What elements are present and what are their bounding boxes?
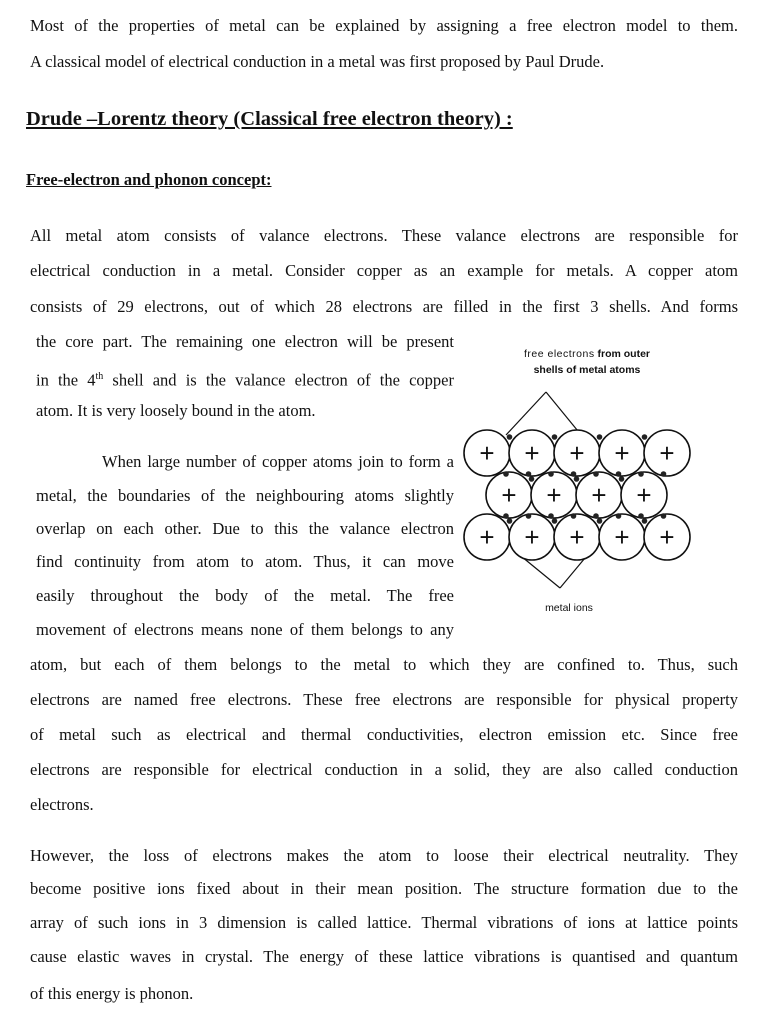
free-electron-dot bbox=[507, 518, 513, 524]
ion-plus-sign: + bbox=[659, 522, 675, 552]
intro-line-1: Most of the properties of metal can be explained by assigning a free electron model to them. bbox=[30, 16, 738, 35]
para2-line-4: find continuity from atom to atom. Thus, it can move bbox=[36, 552, 454, 571]
ion-plus-sign: + bbox=[614, 522, 630, 552]
figure-caption-free-electrons: free electrons bbox=[523, 348, 595, 360]
ion-plus-sign: + bbox=[614, 438, 630, 468]
para2-line-2: metal, the boundaries of the neighbouring atoms slightly bbox=[36, 486, 454, 505]
ion-plus-sign: + bbox=[524, 438, 540, 468]
ion-plus-sign: + bbox=[569, 438, 585, 468]
free-electron-dot bbox=[616, 471, 622, 477]
ion-plus-sign: + bbox=[659, 438, 675, 468]
free-electron-dot bbox=[548, 471, 554, 477]
ion-plus-sign: + bbox=[591, 480, 607, 510]
free-electron-dot bbox=[661, 471, 667, 477]
para3-line-2: become positive ions fixed about in their mean position. The structure formation due to the bbox=[30, 879, 738, 898]
ion-plus-sign: + bbox=[479, 438, 495, 468]
free-electron-dot bbox=[552, 518, 558, 524]
para2-line-3: overlap on each other. Due to this the valance electron bbox=[36, 519, 454, 538]
free-electron-dot bbox=[526, 513, 532, 519]
ion-plus-sign: + bbox=[569, 522, 585, 552]
para2-line-11: electrons. bbox=[30, 795, 94, 814]
para1-line-3: consists of 29 electrons, out of which 28 electrons are filled in the first 3 shells. And forms bbox=[30, 297, 738, 316]
free-electron-dot bbox=[616, 513, 622, 519]
para2-line-9: of metal such as electrical and thermal conductivities, electron emission etc. Since free bbox=[30, 725, 738, 744]
free-electron-dot bbox=[597, 518, 603, 524]
para2-line-10: electrons are responsible for electrical conduction in a solid, they are also called conduction bbox=[30, 760, 738, 779]
free-electron-dot bbox=[529, 476, 535, 482]
free-electron-dot bbox=[571, 513, 577, 519]
figure-caption-top-line2: shells of metal atoms bbox=[533, 364, 641, 376]
free-electron-figure bbox=[462, 340, 712, 630]
free-electron-dot bbox=[507, 434, 513, 440]
para3-line-4: cause elastic waves in crystal. The energy of these lattice vibrations is quantised and quantum bbox=[30, 947, 738, 966]
figure-caption-from-outer: from outer bbox=[597, 348, 651, 360]
free-electron-dot bbox=[638, 513, 644, 519]
free-electron-dot bbox=[597, 434, 603, 440]
ion-plus-sign: + bbox=[546, 480, 562, 510]
intro-line-2: A classical model of electrical conduction in a metal was first proposed by Paul Drude. bbox=[30, 52, 605, 71]
para2-line-5: easily throughout the body of the metal. The free bbox=[36, 586, 454, 605]
free-electron-dot bbox=[642, 518, 648, 524]
para1-line-6: atom. It is very loosely bound in the atom. bbox=[36, 401, 316, 420]
para2-line-8: electrons are named free electrons. These free electrons are responsible for physical property bbox=[30, 690, 738, 709]
para3-line-5: of this energy is phonon. bbox=[30, 984, 194, 1003]
free-electron-dot bbox=[638, 471, 644, 477]
subsection-heading: Free-electron and phonon concept: bbox=[26, 170, 272, 189]
para3-line-3: array of such ions in 3 dimension is called lattice. Thermal vibrations of ions at lattice points bbox=[30, 913, 738, 932]
para2-line-6: movement of electrons means none of them belongs to any bbox=[36, 620, 454, 639]
free-electron-dot bbox=[619, 476, 625, 482]
free-electron-dot bbox=[661, 513, 667, 519]
ion-plus-sign: + bbox=[501, 480, 517, 510]
para2-line-7: atom, but each of them belongs to the metal to which they are confined to. Thus, such bbox=[30, 655, 738, 674]
free-electron-dot bbox=[574, 476, 580, 482]
ion-plus-sign: + bbox=[479, 522, 495, 552]
para1-line-1: All metal atom consists of valance electrons. These valance electrons are responsible for bbox=[30, 226, 738, 245]
ion-plus-sign: + bbox=[636, 480, 652, 510]
para3-line-1: However, the loss of electrons makes the atom to loose their electrical neutrality. They bbox=[30, 846, 738, 865]
free-electron-dot bbox=[571, 471, 577, 477]
section-heading: Drude –Lorentz theory (Classical free electron theory) : bbox=[26, 108, 513, 130]
free-electron-dot bbox=[526, 471, 532, 477]
free-electron-dot bbox=[503, 513, 509, 519]
para2-line-1: When large number of copper atoms join to form a bbox=[102, 452, 454, 471]
free-electron-dot bbox=[593, 513, 599, 519]
free-electron-dot bbox=[593, 471, 599, 477]
free-electron-dot bbox=[642, 434, 648, 440]
free-electron-dot bbox=[552, 434, 558, 440]
para1-line-2: electrical conduction in a metal. Consider copper as an example for metals. A copper atom bbox=[30, 261, 738, 280]
free-electron-dot bbox=[548, 513, 554, 519]
figure-caption-metal-ions: metal ions bbox=[545, 602, 593, 614]
free-electron-dot bbox=[503, 471, 509, 477]
para1-line-5: in the 4th shell and is the valance electron of the copper bbox=[36, 370, 454, 390]
ion-lattice-diagram bbox=[462, 340, 712, 630]
ion-plus-sign: + bbox=[524, 522, 540, 552]
pointer-line bbox=[506, 392, 546, 435]
para1-line-4: the core part. The remaining one electron will be present bbox=[36, 332, 454, 351]
